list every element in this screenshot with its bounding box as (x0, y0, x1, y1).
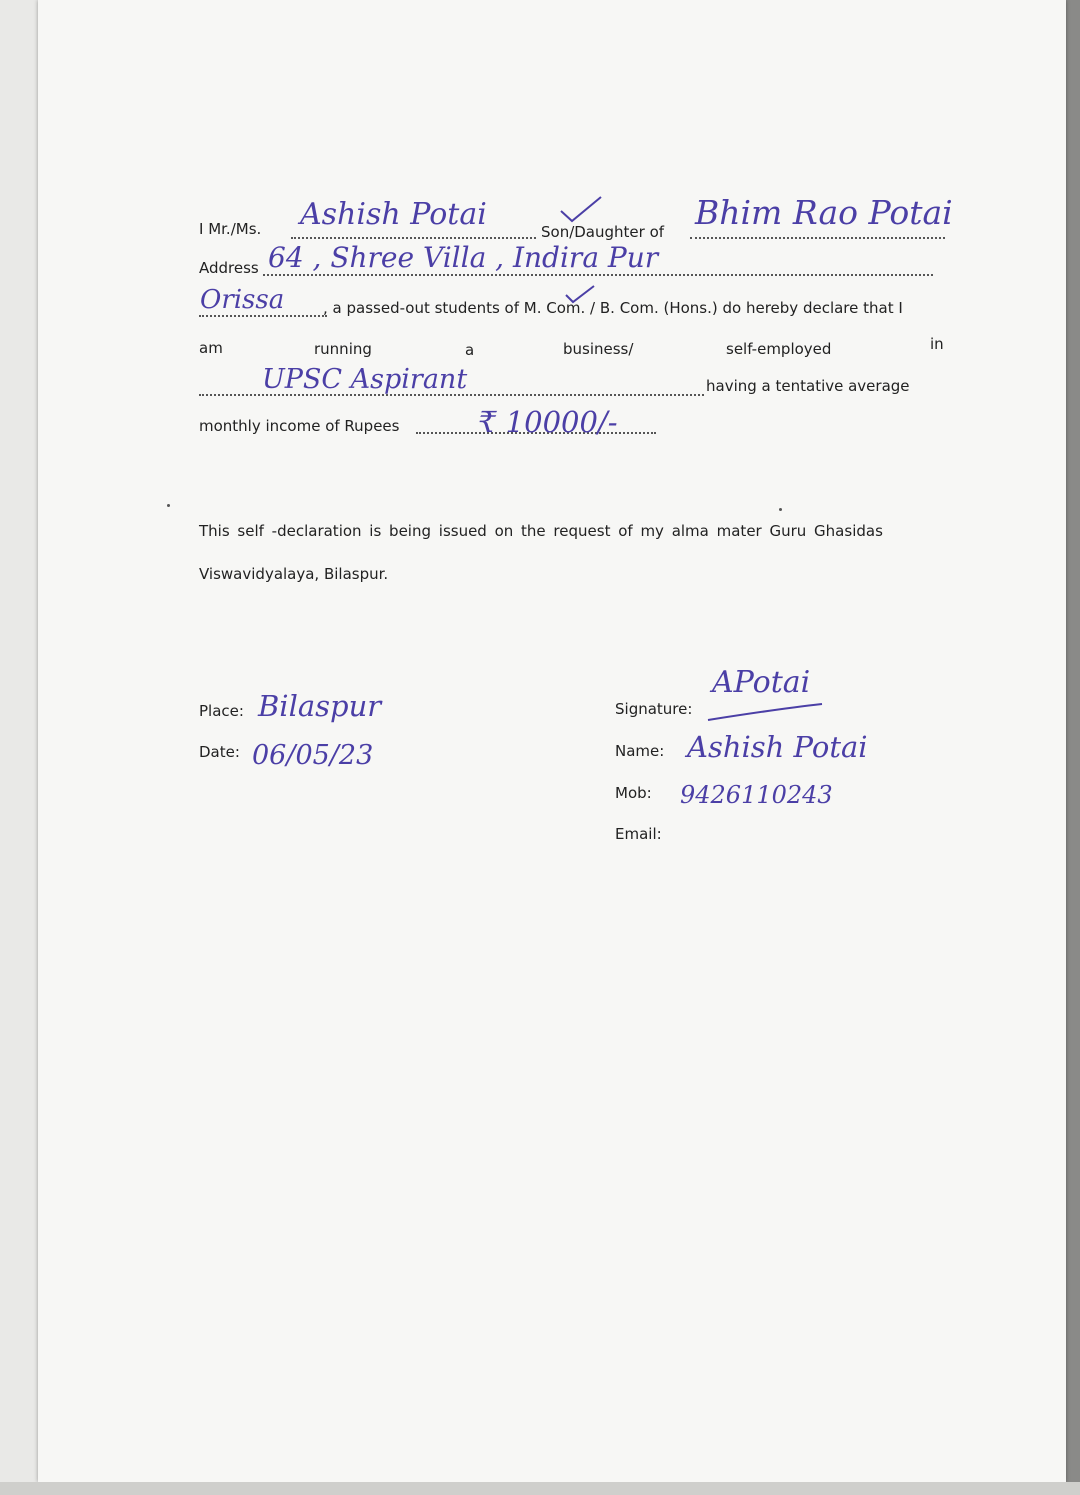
scan-bottom-edge (0, 1482, 1080, 1495)
declaration-line1: This self -declaration is being issued on the request of my alma mater Guru Ghasidas (199, 522, 883, 540)
place-label: Place: (199, 702, 244, 720)
email-label: Email: (615, 825, 662, 843)
declaration-line2: Viswavidyalaya, Bilaspur. (199, 565, 389, 583)
date-handwritten: 06/05/23 (252, 740, 374, 771)
date-label: Date: (199, 743, 240, 761)
relation-label: Son/Daughter of (541, 223, 665, 241)
occupation-handwritten: UPSC Aspirant (262, 364, 468, 395)
parent-name-handwritten: Bhim Rao Potai (695, 193, 953, 232)
place-handwritten: Bilaspur (258, 689, 382, 723)
self-employed-word: self-employed (726, 340, 832, 358)
son-tick-mark (558, 194, 604, 224)
signature-handwritten: APotai (712, 665, 811, 700)
name-prefix-label: I Mr./Ms. (199, 220, 262, 238)
mob-label: Mob: (615, 784, 652, 802)
monthly-income-label: monthly income of Rupees (199, 417, 400, 435)
signature-underline (706, 700, 826, 724)
address-line2-dotline (199, 315, 327, 317)
name-label: Name: (615, 742, 665, 760)
mobile-handwritten: 9426110243 (680, 781, 833, 809)
signature-label: Signature: (615, 700, 693, 718)
income-handwritten: ₹ 10000/- (478, 405, 618, 439)
applicant-name-dotline (291, 237, 536, 239)
address-line1-handwritten: 64 , Shree Villa , Indira Pur (268, 241, 659, 274)
mcom-tick-mark (563, 283, 597, 305)
having-average-text: having a tentative average (706, 377, 910, 395)
running-word: running (314, 340, 372, 358)
name-handwritten: Ashish Potai (687, 730, 868, 764)
applicant-name-handwritten: Ashish Potai (300, 197, 487, 232)
address-dotline (263, 274, 933, 276)
address-label: Address (199, 259, 259, 277)
scan-speck (167, 504, 170, 507)
business-word: business/ (563, 340, 634, 358)
am-word: am (199, 339, 223, 357)
passed-out-text: , a passed-out students of M. Com. / B. Com. (Hons.) do hereby declare that I (323, 299, 903, 317)
scan-left-edge (0, 0, 38, 1495)
scan-speck (779, 508, 782, 511)
parent-name-dotline (690, 237, 945, 239)
a-word: a (465, 341, 475, 359)
in-word: in (930, 335, 944, 353)
address-line2-handwritten: Orissa (200, 285, 285, 315)
